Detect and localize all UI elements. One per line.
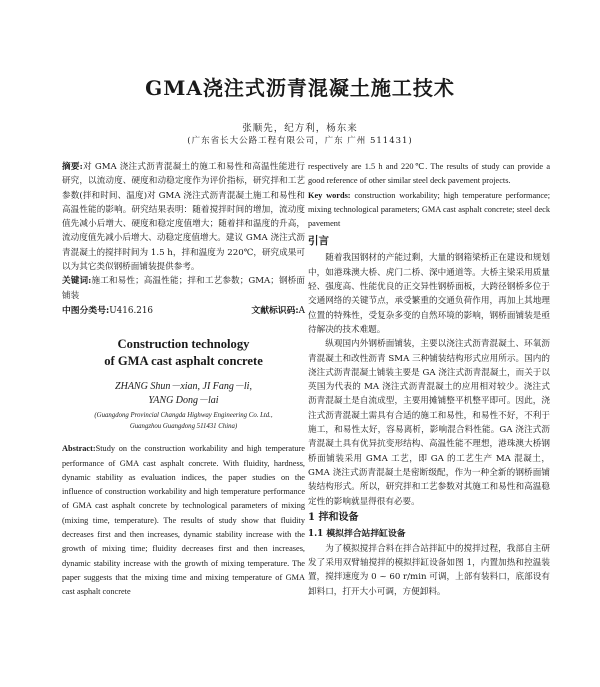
abstract-en-label: Abstract: xyxy=(62,444,96,454)
section-1-heading: 1 拌和设备 xyxy=(308,511,359,523)
english-authors-line-1: ZHANG Shun－xian, JI Fang－li, xyxy=(115,381,252,393)
english-title-line-2: of GMA cast asphalt concrete xyxy=(104,354,263,369)
english-affiliation-line-2: Guangzhou Guangdong 511431 China) xyxy=(129,423,238,431)
clc-value: U416.216 xyxy=(109,305,154,316)
keywords-cn-label: 关键词: xyxy=(62,276,92,287)
section-1-1-paragraph: 为了模拟搅拌合料在拌合站拌缸中的搅拌过程，我部自主研发了采用双臂轴搅拌的模拟拌缸设备如图 1，内置加热和控温装置，搅拌速度为 0 ~ 60 r/min 可调，上部有装料口，底部设有卸料口，打开大小可调，方便卸料。 xyxy=(308,543,550,597)
keywords-en-label: Key words: xyxy=(308,190,351,200)
intro-paragraph-2: 纵观国内外钢桥面铺装，主要以浇注式沥青混凝土、环氧沥青混凝土和改性沥青 SMA 三种铺装结构形式应用所示。国内的浇注式沥青混凝土铺装主要是 GA 浇注式沥青混凝土，而关于以英国为代表的 MA 浇注式沥青混凝土的应用相对较少。浇注式沥青混凝土是自流成型，主要用摊铺整平机整平即可。因此，浇注式沥青混凝土需具有合适的施工和易性，和易性不好，不利于施工，和易性太好，容易离析，影响混合料性能。GA 浇注式沥青混凝土具有优异抗变形结构、高温性能不理想，港珠澳大桥钢桥面铺装采用 GMA 工艺，即 GA 的工艺生产 MA 混凝土，GMA 浇注式沥青混凝土是密断级配，作为一种全新的钢桥面铺装结构形式。所以，研究拌和工艺参数对其施工和易性和高温稳定性的影响就显得很有必要。 xyxy=(308,339,550,507)
keywords-en xyxy=(308,189,550,232)
abstract-en-text: Study on the construction workability and high temperature performance of GMA cast asphalt concrete. With fluidity, hardness, dynamic stability as evaluation indices, the paper studies on the influence of construction workability and high temperature performance of GMA cast asphalt concrete by technological parameters of mixing (mixing time, temperature). The results of study show that fluidity decreases first and then increases, dynamic stability increase with the growth of mixing time; fluidity decreases first and then increases, dynamic stability increase with the growth of mixing temperature. The paper suggests that the mixing time and mixing temperature of GMA cast asphalt concrete xyxy=(62,444,305,597)
intro-paragraph-1: 随着我国钢材的产能过剩，大量的钢箱梁桥正在建设和规划中，如港珠澳大桥、虎门二桥、深中通道等。大桥主梁采用质量轻、强度高、性能优良的正交异性钢桥面板，大跨径钢桥多位于交通网络的关键节点，承受繁重的交通负荷作用，再加上其地理位置的特殊性，受复杂多变的自然环境的影响，钢桥面铺装是亟待解决的技术难题。 xyxy=(308,253,550,335)
author-list: 张顺先，纪方利，杨东来 xyxy=(242,123,358,134)
left-column xyxy=(62,160,305,608)
section-1-1-heading: 1.1 模拟拌合站拌缸设备 xyxy=(308,528,406,539)
keywords-en-text: construction workability; high temperature performance; mixing technological parameters; GMA cast asphalt concrete; steel deck pavement xyxy=(308,190,551,229)
english-affiliation xyxy=(62,410,305,432)
doc-code-value: A xyxy=(298,305,305,316)
abstract-cn-text: 对 GMA 浇注式沥青混凝土的施工和易性和高温性能进行研究，以流动度、硬度和动稳定度作为评价指标，研究拌和工艺参数(拌和时间、温度)对 GMA 浇注式沥青混凝土施工和易性和高温性能的影响。研究结果表明：随着搅拌时间的增加，流动度值先减小后增大、硬度和稳定度值增大；随着拌和温度的升高，流动度值先减小后增大、动稳定度值增大。建议 GMA 浇注式沥青混凝土的搅拌时间为 1.5 h，拌和温度为 220℃，研究成果可以为其它类似钢桥面铺装提供参考。 xyxy=(62,162,305,273)
keywords-cn-text: 施工和易性；高温性能；拌和工艺参数；GMA；钢桥面铺装 xyxy=(62,276,305,301)
english-title xyxy=(62,336,305,370)
affiliation: (广东省长大公路工程有限公司，广东 广州 511431) xyxy=(187,136,413,146)
english-title-line-1: Construction technology xyxy=(117,337,250,352)
abstract-en xyxy=(62,442,305,599)
doc-code-label: 文献标识码: xyxy=(251,305,299,316)
classification-line xyxy=(62,304,305,318)
intro-heading: 引言 xyxy=(308,235,329,248)
abstract-cn-label: 摘要: xyxy=(62,162,83,172)
english-authors xyxy=(62,380,305,408)
abstract-cn xyxy=(62,160,305,274)
abstract-en-continued: respectively are 1.5 h and 220℃. The results of study can provide a good reference of other similar steel deck pavement projects. xyxy=(308,162,550,186)
paper-title: GMA浇注式沥青混凝土施工技术 xyxy=(145,76,455,100)
keywords-cn xyxy=(62,274,305,303)
english-authors-line-2: YANG Dong－lai xyxy=(148,395,219,407)
right-column xyxy=(308,160,550,599)
clc-label: 中图分类号: xyxy=(62,305,110,316)
english-affiliation-line-1: (Guangdong Provincial Changda Highway Engineering Co. Ltd., xyxy=(94,412,273,420)
